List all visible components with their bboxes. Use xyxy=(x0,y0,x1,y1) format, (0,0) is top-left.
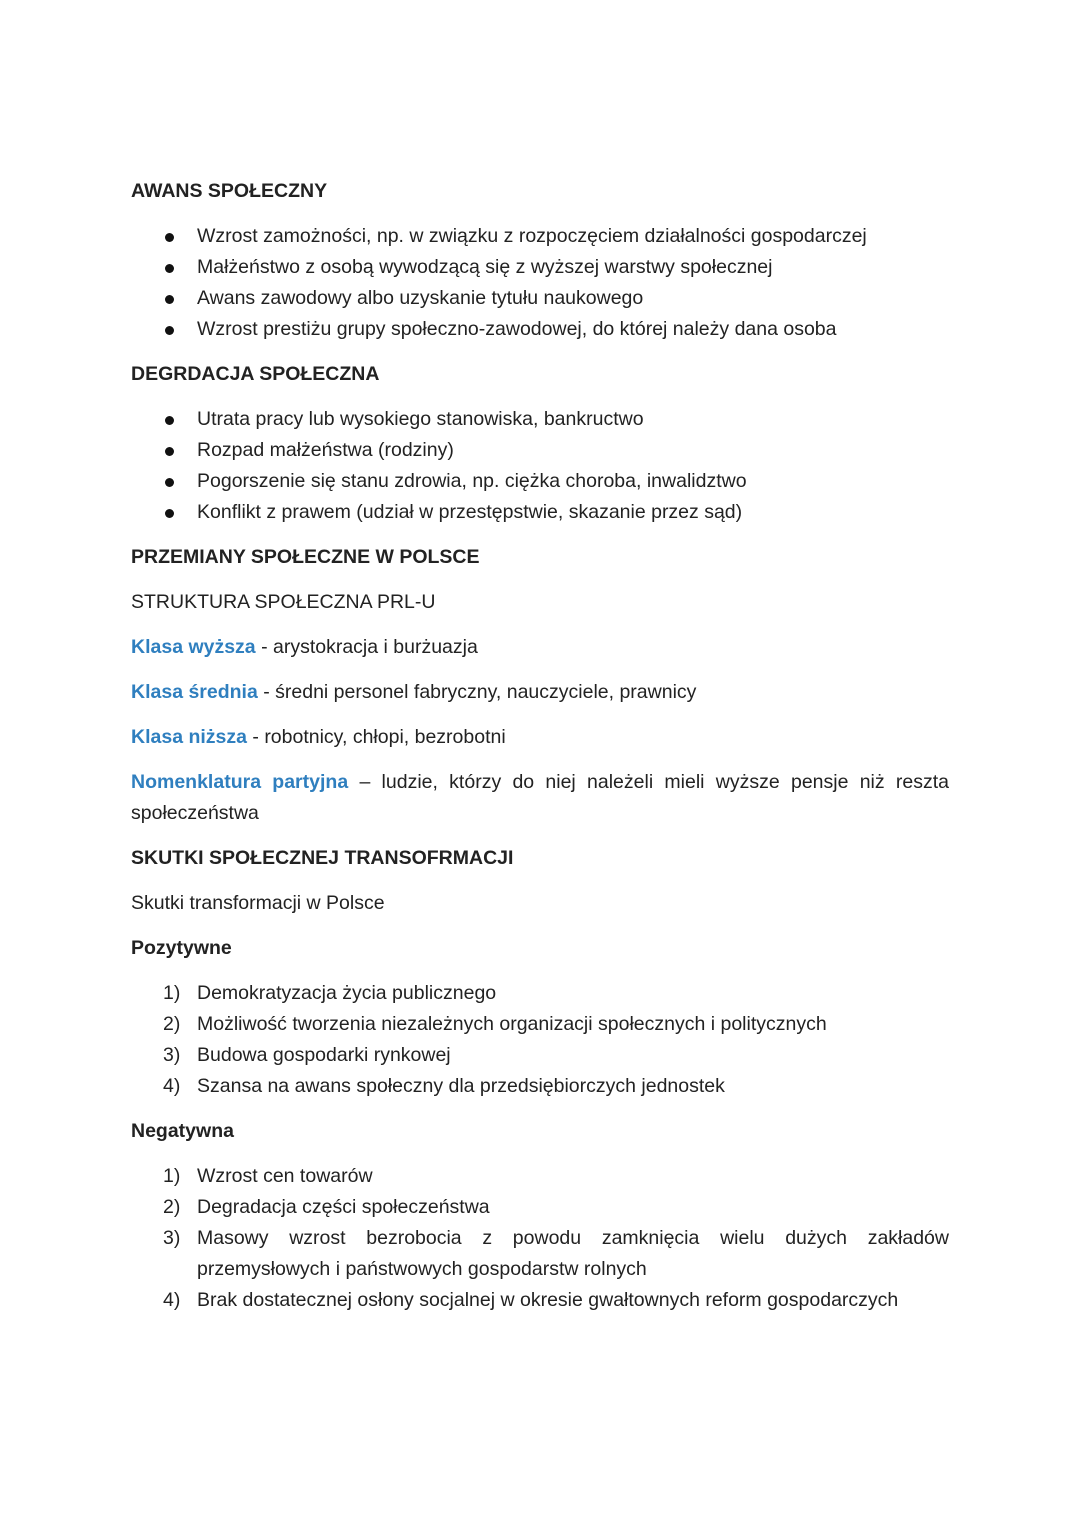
list-item: Konflikt z prawem (udział w przestępstwie, skazanie przez sąd) xyxy=(131,497,949,528)
positive-heading: Pozytywne xyxy=(131,937,232,959)
bullet-icon xyxy=(165,478,174,487)
bullet-icon xyxy=(165,326,174,335)
section-heading-przemiany: PRZEMIANY SPOŁECZNE W POLSCE xyxy=(131,546,480,568)
list-item: Małżeństwo z osobą wywodzącą się z wyższej warstwy społecznej xyxy=(131,252,949,283)
list-item: 2) Degradacja części społeczeństwa xyxy=(163,1196,490,1218)
list-item: Awans zawodowy albo uzyskanie tytułu naukowego xyxy=(131,283,949,314)
class-lower: Klasa niższa - robotnicy, chłopi, bezrobotni xyxy=(131,726,506,748)
subheading-struktura: STRUKTURA SPOŁECZNA PRL-U xyxy=(131,591,436,613)
degradacja-list xyxy=(131,404,949,528)
list-item: Wzrost zamożności, np. w związku z rozpoczęciem działalności gospodarczej xyxy=(131,221,949,252)
bullet-icon xyxy=(165,447,174,456)
class-upper: Klasa wyższa - arystokracja i burżuazja xyxy=(131,636,478,658)
list-item: 4) Szansa na awans społeczny dla przedsiębiorczych jednostek xyxy=(163,1075,725,1097)
positive-list xyxy=(131,978,949,1102)
section-heading-degradacja: DEGRDACJA SPOŁECZNA xyxy=(131,363,380,385)
class-middle: Klasa średnia - średni personel fabryczny, nauczyciele, prawnicy xyxy=(131,681,697,703)
section-heading-awans: AWANS SPOŁECZNY xyxy=(131,180,328,202)
bullet-icon xyxy=(165,416,174,425)
awans-list xyxy=(131,221,949,345)
list-item: Pogorszenie się stanu zdrowia, np. ciężka choroba, inwalidztwo xyxy=(131,466,949,497)
list-item: 1) Wzrost cen towarów xyxy=(163,1165,373,1187)
list-item: Wzrost prestiżu grupy społeczno-zawodowej, do której należy dana osoba xyxy=(131,314,949,345)
list-item: 3) Masowy wzrost bezrobocia z powodu zamknięcia wielu dużych zakładów przemysłowych i państwowych gospodarstw rolnych xyxy=(163,1227,949,1280)
bullet-icon xyxy=(165,264,174,273)
bullet-icon xyxy=(165,509,174,518)
list-item: 2) Możliwość tworzenia niezależnych organizacji społecznych i politycznych xyxy=(163,1013,827,1035)
list-item: 3) Budowa gospodarki rynkowej xyxy=(163,1044,451,1066)
list-item: Utrata pracy lub wysokiego stanowiska, bankructwo xyxy=(131,404,949,435)
skutki-intro: Skutki transformacji w Polsce xyxy=(131,892,385,914)
document-page xyxy=(131,176,949,1330)
list-item: Rozpad małżeństwa (rodziny) xyxy=(131,435,949,466)
bullet-icon xyxy=(165,233,174,242)
list-item: 1) Demokratyzacja życia publicznego xyxy=(163,982,497,1004)
bullet-icon xyxy=(165,295,174,304)
section-heading-skutki: SKUTKI SPOŁECZNEJ TRANSOFRMACJI xyxy=(131,847,514,869)
list-item: 4) Brak dostatecznej osłony socjalnej w okresie gwałtownych reform gospodarczych xyxy=(163,1289,899,1311)
nomenklatura-paragraph: Nomenklatura partyjna – ludzie, którzy do niej należeli mieli wyższe pensje niż reszta społeczeństwa xyxy=(131,771,949,824)
negative-heading: Negatywna xyxy=(131,1120,234,1142)
negative-list xyxy=(131,1161,949,1316)
